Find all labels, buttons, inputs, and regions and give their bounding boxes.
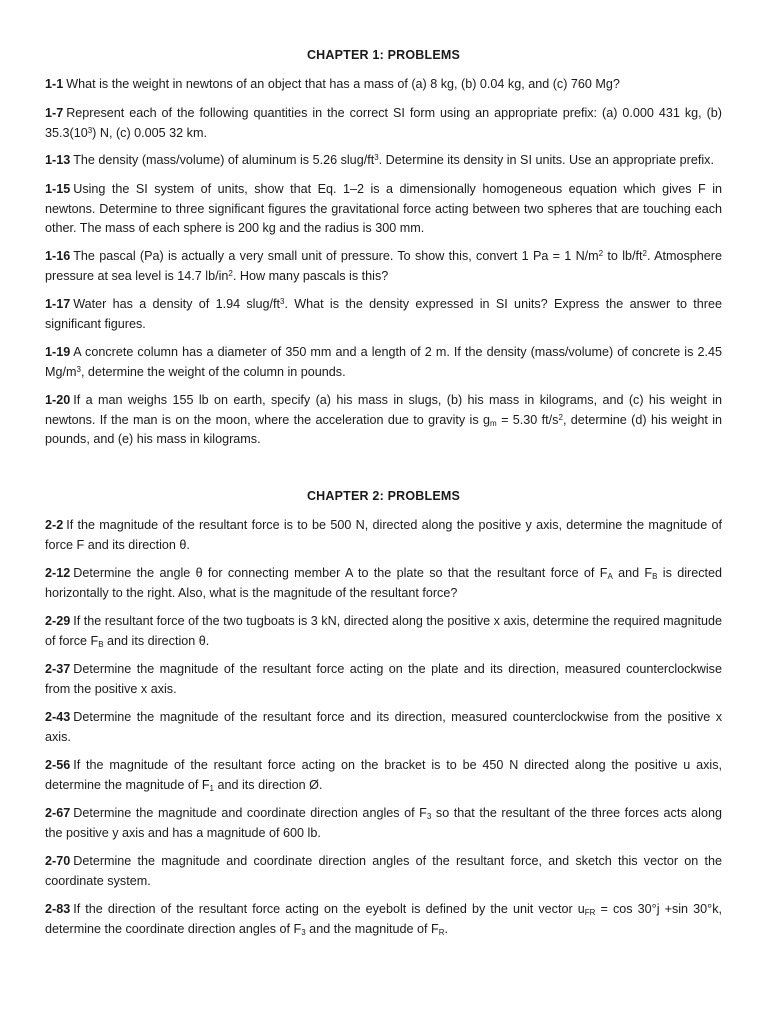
problem-1-17: 1-17 Water has a density of 1.94 slug/$ft^3$. What is the density expressed in SI units? Express the answer to three significant figures. — [45, 297, 722, 331]
problem-1-16: 1-16 The pascal (Pa) is actually a very small unit of pressure. To show this, convert 1 Pa = 1 $N/m^2$ to $lb/ft^2$. Atmosphere pressure at sea level is 14.7 $lb/in^2$. How many pascals is this? — [45, 249, 722, 283]
problem-number: 2-67 — [45, 806, 71, 820]
problem-2-56: 2-56 If the magnitude of the resultant force acting on the bracket is to be 450 N directed along the positive u axis, determine the magnitude of $F_1$ and its direction Ø. — [45, 758, 722, 793]
problem-1-1: 1-1 What is the weight in newtons of an object that has a mass of (a) 8 kg, (b) 0.04 kg, and (c) 760 Mg? — [45, 77, 620, 91]
problem-number: 2-70 — [45, 854, 71, 868]
problem-2-67: 2-67 Determine the magnitude and coordinate direction angles of $F_3$ so that the resultant of the three forces acts along the positive y axis and has a magnitude of 600 lb. — [45, 806, 722, 840]
problem-1-19: 1-19 A concrete column has a diameter of 350 mm and a length of 2 m. If the density (mass/volume) of concrete is 2.45 $Mg/m^3$, determine the weight of the column in pounds. — [45, 345, 722, 379]
problem-number: 2-56 — [45, 758, 71, 772]
problem-number: 2-2 — [45, 518, 64, 532]
problem-2-43: 2-43 Determine the magnitude of the resultant force and its direction, measured counterclockwise from the positive x axis. — [45, 710, 722, 744]
problem-2-70: 2-70 Determine the magnitude and coordinate direction angles of the resultant force, and sketch this vector on the coordinate system. — [45, 854, 722, 888]
problem-number: 2-12 — [45, 566, 71, 580]
document-page — [45, 0, 722, 1024]
problem-2-2: 2-2 If the magnitude of the resultant force is to be 500 N, directed along the positive y axis, determine the magnitude of force F and its direction θ. — [45, 518, 722, 552]
problem-number: 2-43 — [45, 710, 71, 724]
problem-number: 2-83 — [45, 902, 71, 916]
problem-1-20: 1-20 If a man weighs 155 lb on earth, specify (a) his mass in slugs, (b) his mass in kilograms, and (c) his weight in newtons. If the man is on the moon, where the acceleration due to gravity is $g_m = 5.30$ $ft/s^2$, determine (d) his weight in pounds, and (e) his mass in kilograms. — [45, 393, 722, 446]
chapter-1-heading: CHAPTER 1: PROBLEMS — [306, 48, 461, 62]
problem-number: 1-20 — [45, 393, 71, 407]
problem-number: 1-1 — [45, 77, 64, 91]
problem-number: 2-29 — [45, 614, 71, 628]
problem-number: 1-19 — [45, 345, 71, 359]
problem-number: 1-15 — [45, 182, 71, 196]
problem-1-15: 1-15 Using the SI system of units, show that Eq. 1–2 is a dimensionally homogeneous equation which gives F in newtons. Determine to three significant figures the gravitational force acting between two spheres that are touching each other. The mass of each sphere is 200 kg and the radius is 300 mm. — [45, 182, 722, 235]
problem-2-29: 2-29 If the resultant force of the two tugboats is 3 kN, directed along the positive x axis, determine the required magnitude of force $F_B$ and its direction θ. — [45, 614, 722, 649]
problem-1-13: 1-13 The density (mass/volume) of aluminum is 5.26 slug/$ft^3$. Determine its density in SI units. Use an appropriate prefix. — [45, 153, 714, 167]
chapter-2-heading: CHAPTER 2: PROBLEMS — [306, 489, 461, 503]
problem-2-37: 2-37 Determine the magnitude of the resultant force acting on the plate and its direction, measured counterclockwise from the positive x axis. — [45, 662, 722, 696]
problem-1-7: 1-7 Represent each of the following quantities in the correct SI form using an appropriate prefix: (a) 0.000 431 kg, (b) $35.3(10^3)$ N, (c) 0.005 32 km. — [45, 106, 722, 140]
problem-number: 1-17 — [45, 297, 71, 311]
problem-2-83: 2-83 If the direction of the resultant force acting on the eyebolt is defined by the unit vector $u_{FR} = \cos 30^\circ j +\sin$ 30°k, determine the coordinate direction angles of $F_3$ and the magnitude of $F_R$. — [45, 902, 722, 937]
problem-number: 1-7 — [45, 106, 64, 120]
problem-number: 1-13 — [45, 153, 71, 167]
problem-2-12: 2-12 Determine the angle θ for connecting member A to the plate so that the resultant force of $F_A$ and $F_B$ is directed horizontally to the right. Also, what is the magnitude of the resultant force? — [45, 566, 722, 600]
problem-number: 1-16 — [45, 249, 71, 263]
problem-number: 2-37 — [45, 662, 71, 676]
